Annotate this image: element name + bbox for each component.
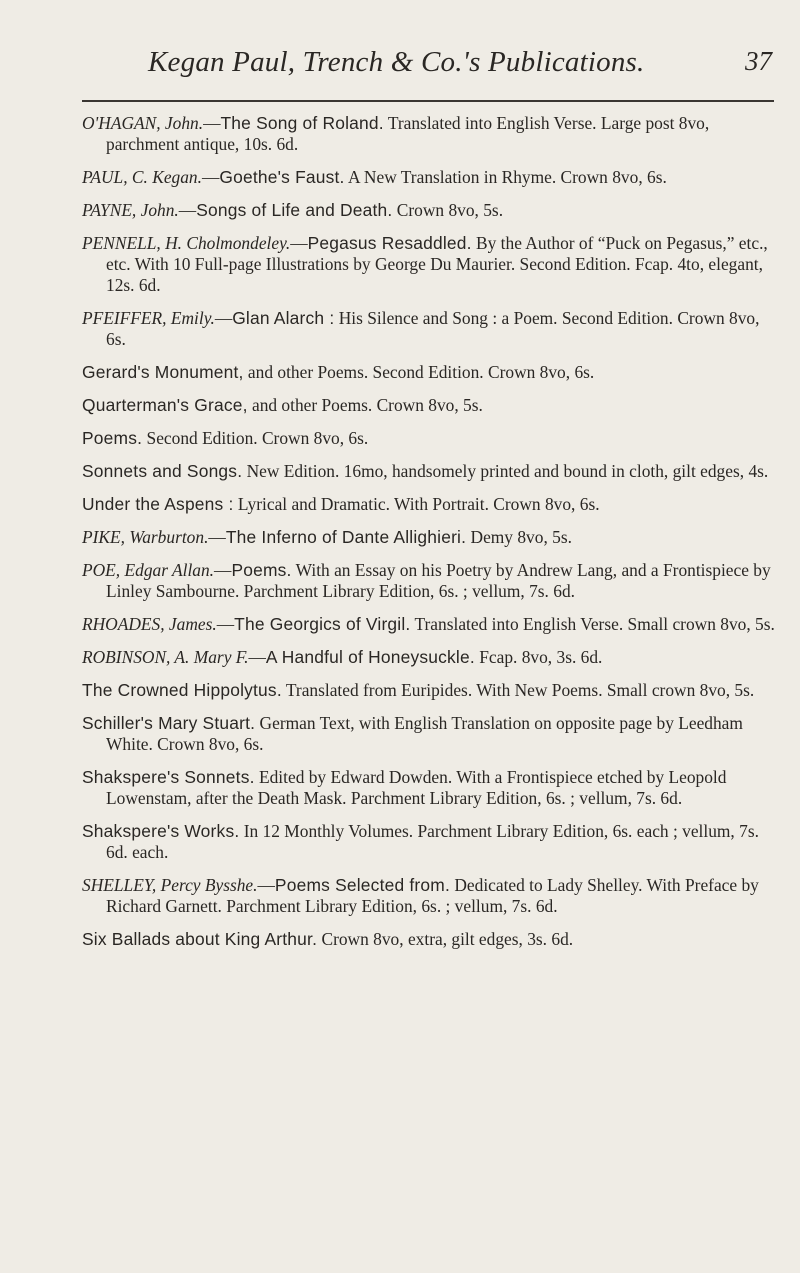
entry-author: PAUL, C. Kegan. [82,167,202,187]
entry-detail: Edited by Edward Dowden. With a Frontispiece etched by Leopold Lowenstam, after the Death Mask. Parchment Library Edition, 6s. ; vellum, 7s. 6d. [106,767,727,808]
catalogue-entry [82,560,776,602]
entry-title: Songs of Life and Death. [196,200,393,220]
entry-title: Under the Aspens : [82,494,234,514]
catalogue-entry [82,767,776,809]
entry-author: O'HAGAN, John. [82,113,204,133]
entry-author: ROBINSON, A. Mary F. [82,647,249,667]
entry-author: RHOADES, James. [82,614,217,634]
entry-detail: Crown 8vo, extra, gilt edges, 3s. 6d. [317,929,574,949]
entry-dash: — [203,113,221,133]
page-header [0,46,800,86]
catalogue-entry [82,680,776,701]
catalogue-entry [82,428,776,449]
entry-dash: — [178,200,197,220]
entry-detail: Translated into English Verse. Large post 8vo, parchment antique, 10s. 6d. [106,113,710,154]
entry-detail: and other Poems. Crown 8vo, 5s. [247,395,483,415]
entry-title: Glan Alarch : [232,308,335,328]
entry-detail: German Text, with English Translation on opposite page by Leedham White. Crown 8vo, 6s. [106,713,743,754]
entry-dash: — [248,647,266,667]
entry-title: Pegasus Resaddled. [307,233,472,253]
entry-title: The Georgics of Virgil. [234,614,411,634]
entry-title: Shakspere's Sonnets. [82,767,255,787]
entry-detail: A New Translation in Rhyme. Crown 8vo, 6s. [344,167,667,187]
entry-detail: Fcap. 8vo, 3s. 6d. [474,647,603,667]
catalogue-entry [82,167,776,188]
entry-detail: Lyrical and Dramatic. With Portrait. Crown 8vo, 6s. [233,494,600,514]
header-rule [82,100,774,102]
entry-dash: — [208,527,226,547]
catalogue-entry [82,713,776,755]
catalogue-entry [82,113,776,155]
entry-title: Shakspere's Works. [82,821,240,841]
entry-detail: and other Poems. Second Edition. Crown 8vo, 6s. [243,362,595,382]
entry-dash: — [201,167,220,187]
entry-title: Sonnets and Songs. [82,461,243,481]
entry-dash: — [214,560,232,580]
entry-detail: Crown 8vo, 5s. [392,200,504,220]
entry-author: PENNELL, H. Cholmondeley. [82,233,291,253]
entry-author: PAYNE, John. [82,200,179,220]
entry-detail: Demy 8vo, 5s. [466,527,572,547]
catalogue-entry [82,614,776,635]
catalogue-entry [82,200,776,221]
catalogue-entry [82,929,776,950]
page-number: 37 [745,46,772,76]
catalogue-entry [82,461,776,482]
entry-author: PFEIFFER, Emily. [82,308,215,328]
entry-title: The Song of Roland. [220,113,384,133]
entry-detail: New Edition. 16mo, handsomely printed and bound in cloth, gilt edges, 4s. [242,461,769,481]
entry-detail: In 12 Monthly Volumes. Parchment Library Edition, 6s. each ; vellum, 7s. 6d. each. [106,821,759,862]
entry-dash: — [216,614,235,634]
entry-dash: — [290,233,308,253]
entry-detail: Translated into English Verse. Small crown 8vo, 5s. [410,614,775,634]
entry-title: Schiller's Mary Stuart. [82,713,256,733]
entry-title: Goethe's Faust. [219,167,345,187]
entry-title: Poems. [82,428,143,448]
running-title: Kegan Paul, Trench & Co.'s Publications. [148,46,645,78]
entry-detail: With an Essay on his Poetry by Andrew Lang, and a Frontispiece by Linley Sambourne. Parchment Library Edition, 6s. ; vellum, 7s. 6d. [106,560,771,601]
catalogue-entry [82,308,776,350]
entry-dash: — [257,875,275,895]
entry-title: Six Ballads about King Arthur. [82,929,318,949]
catalogue-entries [82,113,776,962]
entry-author: PIKE, Warburton. [82,527,209,547]
entry-detail: By the Author of “Puck on Pegasus,” etc., etc. With 10 Full-page Illustrations by George Du Maurier. Second Edition. Fcap. 4to, elegant, 12s. 6d. [106,233,768,295]
entry-author: POE, Edgar Allan. [82,560,215,580]
catalogue-entry [82,527,776,548]
entry-title: Quarterman's Grace, [82,395,248,415]
entry-detail: His Silence and Song : a Poem. Second Edition. Crown 8vo, 6s. [106,308,760,349]
entry-title: The Crowned Hippolytus. [82,680,282,700]
catalogue-entry [82,875,776,917]
entry-author: SHELLEY, Percy Bysshe. [82,875,258,895]
entry-title: Poems Selected from. [274,875,450,895]
entry-detail: Dedicated to Lady Shelley. With Preface by Richard Garnett. Parchment Library Edition, 6s. ; vellum, 7s. 6d. [106,875,759,916]
catalogue-entry [82,233,776,296]
entry-detail: Second Edition. Crown 8vo, 6s. [142,428,369,448]
catalogue-entry [82,821,776,863]
entry-title: Poems. [231,560,292,580]
entry-title: Gerard's Monument, [82,362,244,382]
catalogue-entry [82,362,776,383]
entry-dash: — [214,308,233,328]
catalogue-entry [82,647,776,668]
entry-title: A Handful of Honeysuckle. [265,647,475,667]
catalogue-entry [82,395,776,416]
entry-title: The Inferno of Dante Allighieri. [225,527,467,547]
entry-detail: Translated from Euripides. With New Poems. Small crown 8vo, 5s. [281,680,755,700]
catalogue-entry [82,494,776,515]
